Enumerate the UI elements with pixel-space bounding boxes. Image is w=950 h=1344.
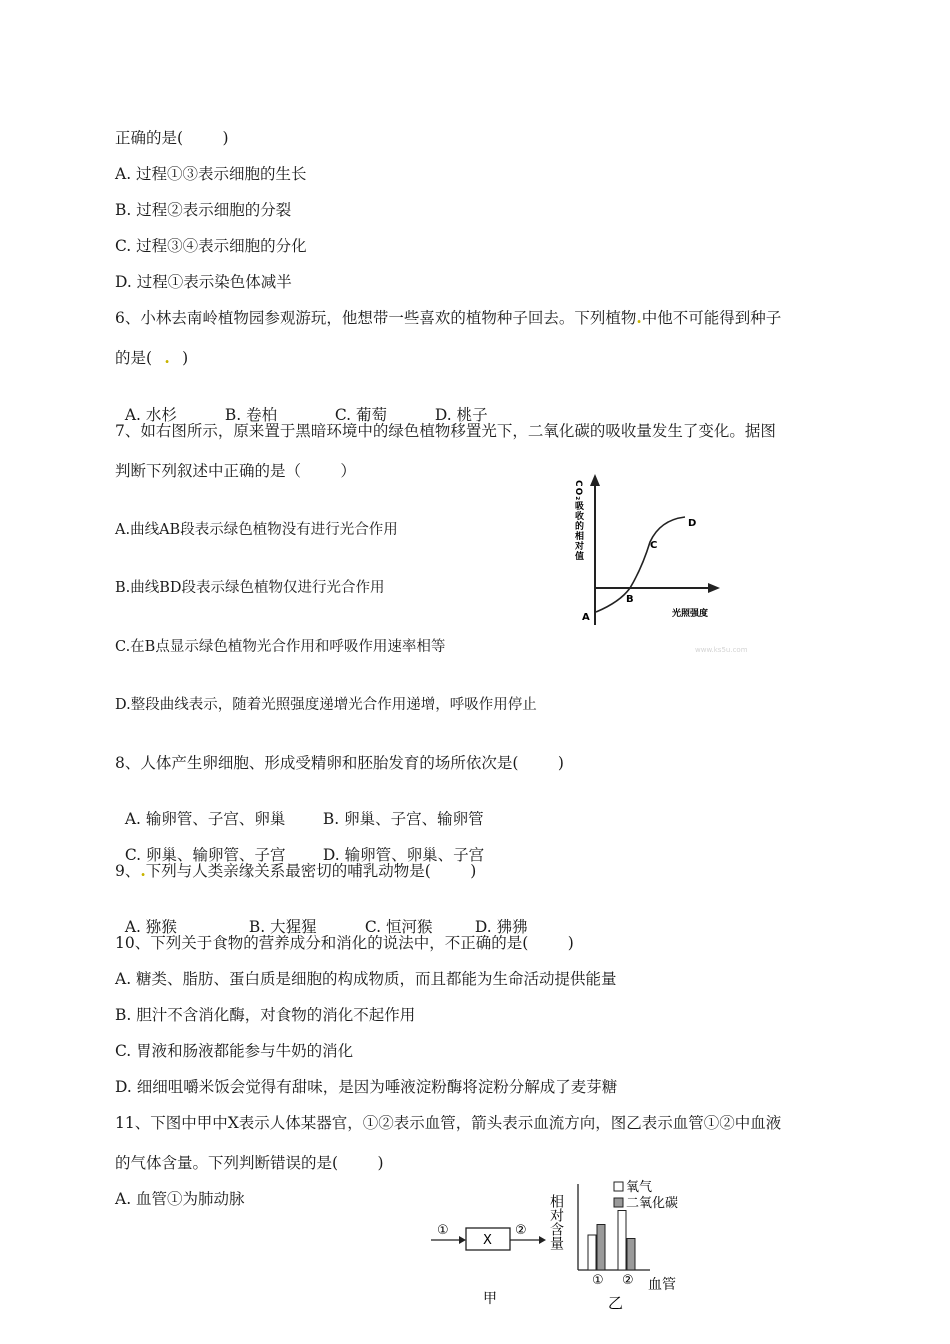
co2-curve-figure <box>560 470 760 660</box>
q9-option-b: B. 大猩猩 <box>248 918 317 936</box>
category-2-label: ② <box>622 1273 634 1288</box>
q11-stem-line2: 的气体含量。下列判断错误的是( ) <box>115 1154 384 1172</box>
q7-option-b: B.曲线BD段表示绿色植物仅进行光合作用 <box>115 580 385 596</box>
q5-option-d: D. 过程①表示染色体减半 <box>115 273 292 291</box>
legend-co2-label: 二氧化碳 <box>626 1196 679 1211</box>
q6-option-c: C. 葡萄 <box>334 406 388 424</box>
figure-yi-chart <box>550 1178 710 1313</box>
mark-dot: . <box>164 348 170 367</box>
q8-options-row1 <box>115 789 484 829</box>
q10-option-b: B. 胆汁不含消化酶，对食物的消化不起作用 <box>115 1006 416 1024</box>
y-axis-label: CO₂吸收的相对值 <box>573 480 583 562</box>
q10-stem: 10、下列关于食物的营养成分和消化的说法中，不正确的是( ) <box>115 934 574 952</box>
q9-option-a: A. 猕猴 <box>124 918 177 936</box>
q6-option-a: A. 水杉 <box>124 406 177 424</box>
legend-oxygen-swatch <box>614 1182 623 1191</box>
vessel-1-label: ① <box>437 1223 449 1238</box>
q9-options <box>115 897 528 937</box>
point-d-label: D <box>688 518 697 529</box>
organ-x-label: X <box>483 1233 492 1248</box>
q6-stem-line1: 6、小林去南岭植物园参观游玩，他想带一些喜欢的植物种子回去。下列植物.中他不可能得到种子 <box>115 308 782 327</box>
vessel-2-label: ② <box>515 1223 527 1238</box>
q7-option-c: C.在B点显示绿色植物光合作用和呼吸作用速率相等 <box>115 639 446 655</box>
q6-option-d: D. 桃子 <box>434 406 488 424</box>
q6-stem-line2: 的是( . ) <box>115 348 189 367</box>
q7-option-d: D.整段曲线表示，随着光照强度递增光合作用递增，呼吸作用停止 <box>115 697 537 713</box>
q8-stem: 8、人体产生卵细胞、形成受精卵和胚胎发育的场所依次是( ) <box>115 754 564 772</box>
bar-co2-vessel-1 <box>597 1225 605 1271</box>
q8-options-row2 <box>115 825 484 865</box>
bars-group <box>588 1211 635 1271</box>
point-c-label: C <box>650 540 658 551</box>
q10-option-c: C. 胃液和肠液都能参与牛奶的消化 <box>115 1042 354 1060</box>
q11-stem-line1: 11、下图中甲中X表示人体某器官，①②表示血管，箭头表示血流方向，图乙表示血管①②中血液 <box>115 1114 782 1132</box>
q8-option-c: C. 卵巢、输卵管、子宫 <box>124 846 286 864</box>
q10-option-a: A. 糖类、脂肪、蛋白质是细胞的构成物质，而且都能为生命活动提供能量 <box>115 970 617 988</box>
co2-curve <box>596 517 685 612</box>
q5-option-a: A. 过程①③表示细胞的生长 <box>115 165 307 183</box>
q5-option-c: C. 过程③④表示细胞的分化 <box>115 237 307 255</box>
point-a-label: A <box>582 612 590 623</box>
bar-oxygen-vessel-1 <box>588 1235 596 1270</box>
x-axis-label: 血管 <box>648 1277 676 1293</box>
watermark: www.ks5u.com <box>695 646 748 654</box>
legend-oxygen-label: 氧气 <box>626 1180 653 1195</box>
q7-stem-line1: 7、如右图所示，原来置于黑暗环境中的绿色植物移置光下，二氧化碳的吸收量发生了变化。据图 <box>115 422 776 440</box>
q9-option-d: D. 狒狒 <box>474 918 528 936</box>
q8-option-a: A. 输卵管、子宫、卵巢 <box>124 810 286 828</box>
q9-stem: 9、.下列与人类亲缘关系最密切的哺乳动物是( ) <box>115 861 477 880</box>
inflow-arrow <box>459 1236 466 1244</box>
figure-jia-caption: 甲 <box>483 1291 497 1307</box>
mark-dot: . <box>140 861 146 880</box>
q5-stem-end: 正确的是( ) <box>115 129 229 147</box>
q7-option-a: A.曲线AB段表示绿色植物没有进行光合作用 <box>115 522 398 538</box>
point-b-label: B <box>626 594 634 605</box>
x-axis-arrow <box>708 583 720 593</box>
category-1-label: ① <box>592 1273 604 1288</box>
y-axis-arrow <box>590 474 600 486</box>
legend-co2-swatch <box>614 1198 623 1207</box>
mark-dot: . <box>636 308 642 327</box>
q8-option-d: D. 输卵管、卵巢、子宫 <box>322 846 485 864</box>
q7-stem-line2: 判断下列叙述中正确的是（ ） <box>115 462 356 480</box>
figure-jia <box>425 1215 555 1315</box>
x-axis-label: 光照强度 <box>672 609 709 619</box>
outflow-arrow <box>539 1236 546 1244</box>
q10-option-d: D. 细细咀嚼米饭会觉得有甜味，是因为唾液淀粉酶将淀粉分解成了麦芽糖 <box>115 1078 618 1096</box>
figure-yi-caption: 乙 <box>608 1294 624 1312</box>
y-axis-label: 相对含量 <box>548 1194 564 1250</box>
bar-co2-vessel-2 <box>627 1239 635 1271</box>
q6-option-b: B. 卷柏 <box>224 406 278 424</box>
q8-option-b: B. 卵巢、子宫、输卵管 <box>322 810 484 828</box>
q11-option-a: A. 血管①为肺动脉 <box>115 1190 245 1208</box>
q5-option-b: B. 过程②表示细胞的分裂 <box>115 201 292 219</box>
q6-options <box>115 385 488 425</box>
q9-option-c: C. 恒河猴 <box>364 918 433 936</box>
bar-oxygen-vessel-2 <box>618 1211 626 1271</box>
